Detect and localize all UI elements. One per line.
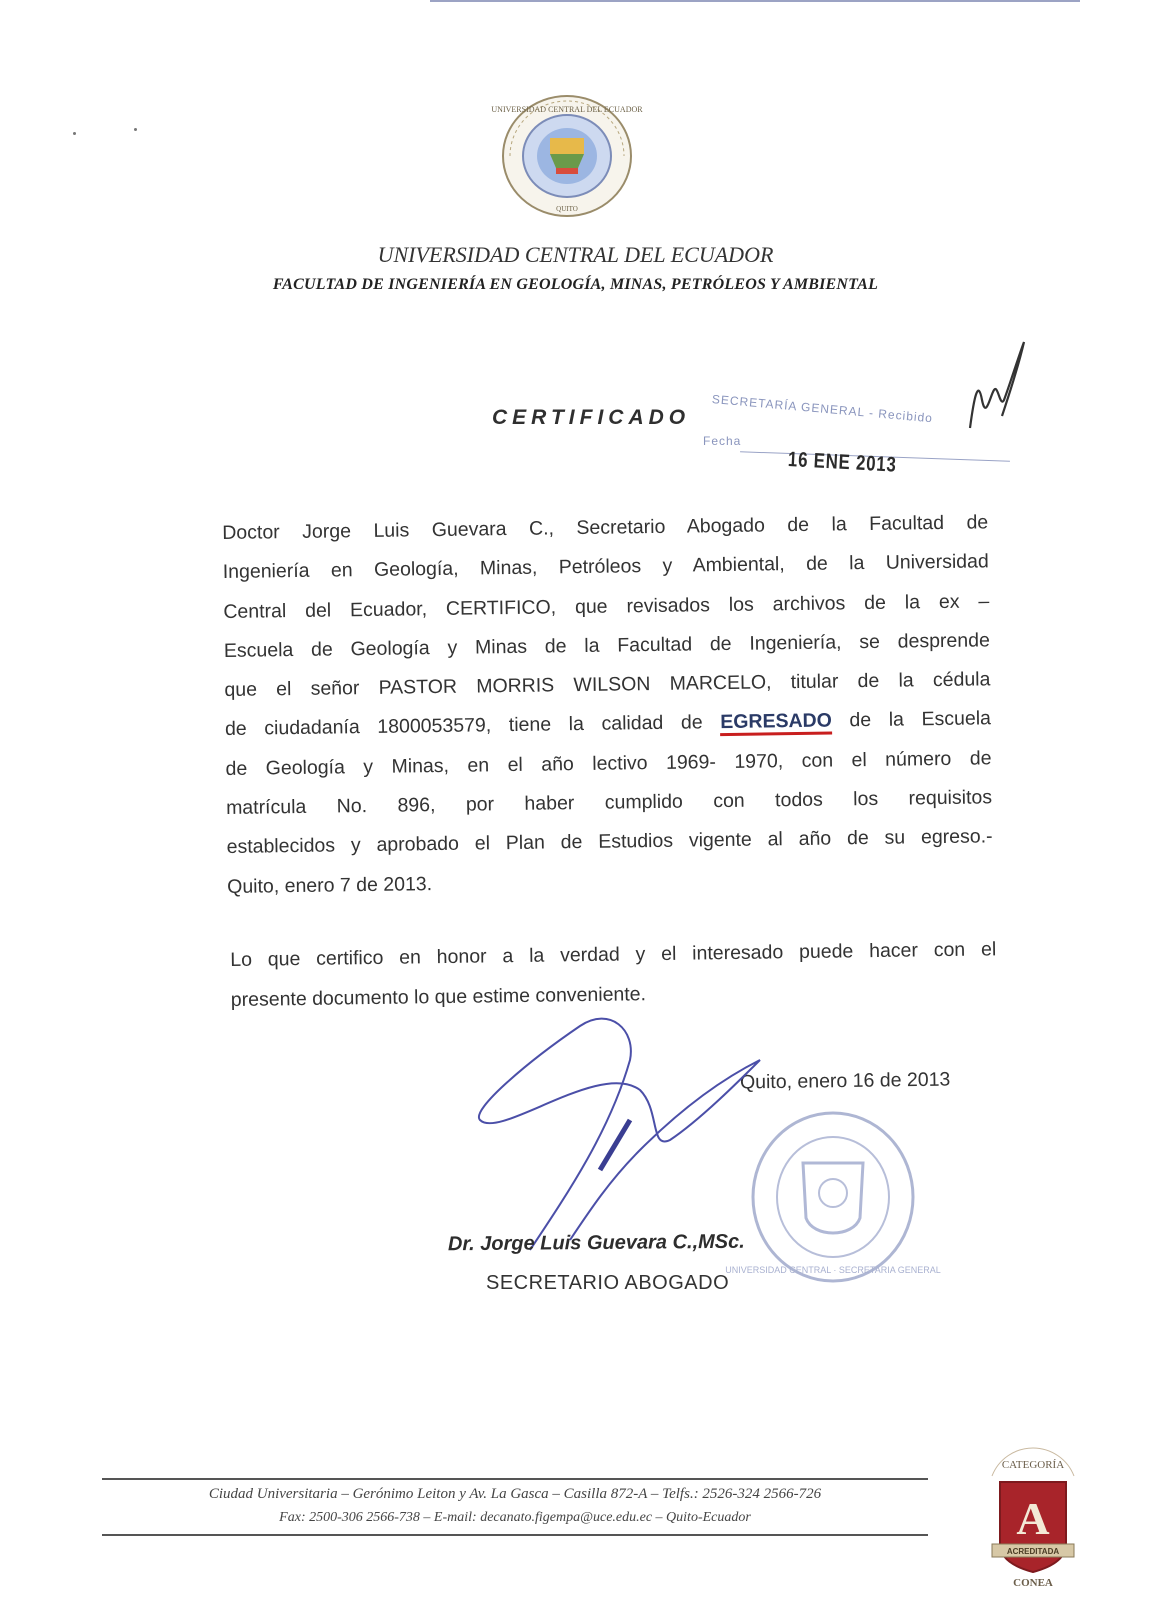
body-line-post: de la Escuela	[831, 707, 992, 732]
body-line: Escuela de Geología y Minas de la Facultad de Ingeniería, se desprende	[223, 629, 990, 662]
badge-top-text: CATEGORÍA	[1001, 1459, 1065, 1471]
secretary-seal	[725, 1108, 941, 1286]
scan-speck	[134, 128, 137, 131]
footer-bottom-rule	[102, 1534, 928, 1536]
body-line: que el señor PASTOR MORRIS WILSON MARCELO, titular de la cédula	[224, 668, 991, 702]
received-stamp-date-label: Fecha	[703, 434, 742, 448]
scan-speck	[73, 132, 76, 135]
secretary-seal-text: UNIVERSIDAD CENTRAL · SECRETARIA GENERAL	[725, 1265, 941, 1275]
seal-city: QUITO	[556, 205, 578, 213]
signer-title: SECRETARIO ABOGADO	[486, 1272, 730, 1294]
body-line: establecidos y aprobado el Plan de Estudios vigente al año de su egreso.-	[226, 825, 993, 859]
accreditation-badge	[978, 1448, 1088, 1590]
body-line: Central del Ecuador, CERTIFICO, que revisados los archivos de la ex –	[223, 589, 990, 623]
footer-top-rule	[102, 1478, 928, 1480]
university-seal-logo	[491, 94, 643, 218]
received-stamp-date: 16 ENE 2013	[787, 448, 898, 477]
issue-date: Quito, enero 16 de 2013	[739, 1068, 951, 1094]
body-line: Ingeniería en Geología, Minas, Petróleos y Ambiental, de la Universidad	[222, 550, 989, 584]
badge-bottom-text: CONEA	[1013, 1577, 1053, 1589]
signer-name: Dr. Jorge Luis Guevara C.,MSc.	[447, 1230, 745, 1256]
body-line: Doctor Jorge Luis Guevara C., Secretario Abogado de la Facultad de	[222, 511, 989, 544]
certificate-body	[222, 503, 993, 907]
badge-band-text: ACREDITADA	[1006, 1547, 1060, 1556]
footer-contact: Fax: 2500-306 2566-738 – E-mail: decanato.figempa@uce.edu.ec – Quito-Ecuador	[279, 1510, 751, 1525]
body-line-pre: de ciudadanía 1800053579, tiene la calidad de	[224, 711, 721, 741]
scan-top-line	[430, 0, 1080, 2]
closing-line-2: presente documento lo que estime conveniente.	[230, 983, 647, 1011]
faculty-name: FACULTAD DE INGENIERÍA EN GEOLOGÍA, MINAS, PETRÓLEOS Y AMBIENTAL	[272, 276, 879, 293]
seal-text: UNIVERSIDAD CENTRAL DEL ECUADOR	[491, 105, 643, 114]
badge-letter: A	[1016, 1493, 1050, 1544]
body-last-line: Quito, enero 7 de 2013.	[227, 872, 433, 898]
received-stamp-label: SECRETARÍA GENERAL - Recibido	[711, 392, 934, 426]
initials-signature	[960, 338, 1030, 438]
certificate-title: CERTIFICADO	[492, 406, 691, 429]
university-name: UNIVERSIDAD CENTRAL DEL ECUADOR	[377, 242, 774, 267]
closing-line-1: Lo que certifico en honor a la verdad y el interesado puede hacer con el	[230, 938, 997, 971]
footer-address: Ciudad Universitaria – Gerónimo Leiton y Av. La Gasca – Casilla 872-A – Telfs.: 2526-324 2566-726	[208, 1486, 822, 1502]
body-line: matrícula No. 896, por haber cumplido con todos los requisitos	[225, 786, 993, 820]
egresado-highlight: EGRESADO	[720, 710, 832, 737]
body-line: de Geología y Minas, en el año lectivo 1969- 1970, con el número de	[225, 747, 992, 780]
